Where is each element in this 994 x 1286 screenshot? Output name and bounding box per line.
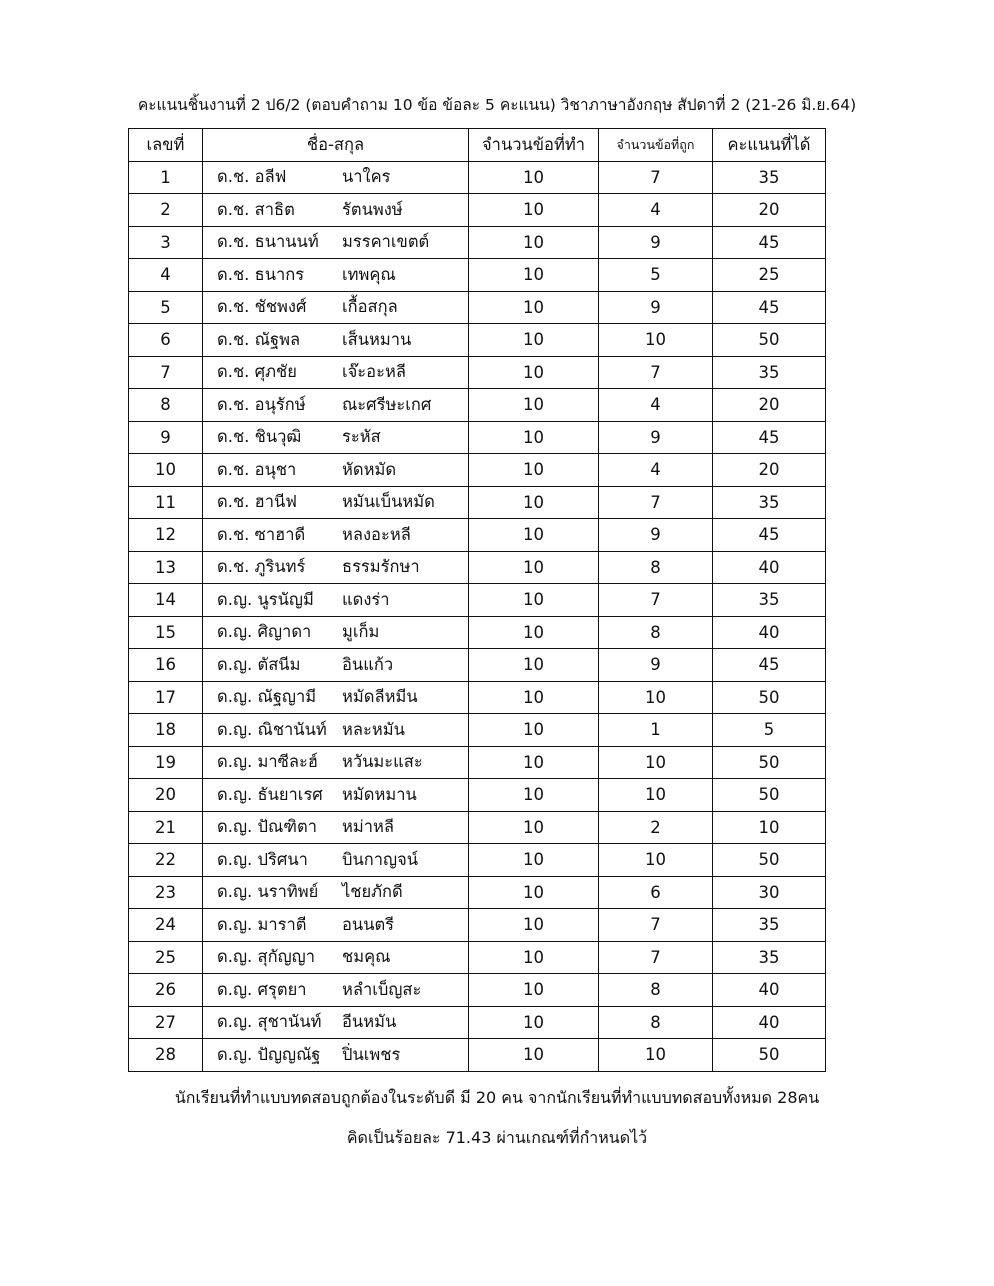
table-row (129, 681, 826, 714)
student-first-name (217, 424, 342, 450)
name-prefix: ด.ญ. (217, 654, 253, 674)
cell-attempted: 10 (469, 681, 599, 714)
student-last-name: นาใคร (342, 167, 391, 187)
first-name: มาราตี (257, 914, 307, 934)
cell-score: 35 (713, 486, 826, 519)
cell-name (203, 941, 469, 974)
student-first-name (217, 912, 342, 938)
student-last-name: หละหมัน (342, 719, 405, 739)
cell-no: 22 (129, 844, 203, 877)
cell-name (203, 519, 469, 552)
cell-attempted: 10 (469, 1039, 599, 1072)
name-prefix: ด.ช. (217, 459, 250, 479)
student-last-name: ไชยภักดี (342, 882, 403, 902)
first-name: ธันยาเรศ (257, 784, 323, 804)
cell-no: 24 (129, 909, 203, 942)
student-first-name (217, 262, 342, 288)
cell-name (203, 486, 469, 519)
cell-correct: 9 (599, 519, 713, 552)
cell-name (203, 681, 469, 714)
cell-correct: 7 (599, 356, 713, 389)
name-prefix: ด.ญ. (217, 914, 253, 934)
cell-no: 3 (129, 226, 203, 259)
student-first-name (217, 619, 342, 645)
name-prefix: ด.ญ. (217, 1012, 253, 1032)
cell-name (203, 551, 469, 584)
student-first-name (217, 197, 342, 223)
cell-attempted: 10 (469, 291, 599, 324)
name-prefix: ด.ญ. (217, 817, 253, 837)
name-prefix: ด.ญ. (217, 979, 253, 999)
cell-name (203, 356, 469, 389)
cell-name (203, 259, 469, 292)
cell-no: 5 (129, 291, 203, 324)
cell-attempted: 10 (469, 811, 599, 844)
first-name: นราทิพย์ (257, 882, 319, 902)
table-row (129, 486, 826, 519)
table-row (129, 291, 826, 324)
cell-score: 50 (713, 844, 826, 877)
name-prefix: ด.ญ. (217, 947, 253, 967)
first-name: ภูรินทร์ (254, 557, 306, 577)
cell-score: 50 (713, 681, 826, 714)
cell-correct: 4 (599, 454, 713, 487)
table-row (129, 1006, 826, 1039)
first-name: ธนากร (254, 264, 305, 284)
cell-no: 28 (129, 1039, 203, 1072)
name-prefix: ด.ช. (217, 329, 250, 349)
cell-correct: 10 (599, 681, 713, 714)
first-name: ณัฐพล (254, 329, 301, 349)
name-prefix: ด.ช. (217, 362, 250, 382)
student-last-name: ชมคุณ (342, 947, 391, 967)
table-row (129, 551, 826, 584)
header-correct: จำนวนข้อที่ถูก (599, 129, 713, 162)
cell-attempted: 10 (469, 389, 599, 422)
table-row (129, 714, 826, 747)
table-row (129, 259, 826, 292)
cell-correct: 7 (599, 584, 713, 617)
student-last-name: ธรรมรักษา (342, 557, 420, 577)
cell-attempted: 10 (469, 259, 599, 292)
table-row (129, 974, 826, 1007)
cell-score: 25 (713, 259, 826, 292)
cell-correct: 5 (599, 259, 713, 292)
table-row (129, 811, 826, 844)
student-last-name: อีนหมัน (342, 1012, 397, 1032)
cell-attempted: 10 (469, 746, 599, 779)
table-row (129, 421, 826, 454)
cell-correct: 8 (599, 616, 713, 649)
name-prefix: ด.ญ. (217, 687, 253, 707)
cell-score: 50 (713, 1039, 826, 1072)
first-name: ณิชานันท์ (257, 719, 327, 739)
student-first-name (217, 879, 342, 905)
student-first-name (217, 489, 342, 515)
cell-no: 23 (129, 876, 203, 909)
first-name: สาธิต (254, 199, 295, 219)
cell-no: 19 (129, 746, 203, 779)
name-prefix: ด.ช. (217, 297, 250, 317)
student-first-name (217, 847, 342, 873)
student-first-name (217, 229, 342, 255)
cell-score: 40 (713, 616, 826, 649)
cell-score: 45 (713, 649, 826, 682)
cell-correct: 8 (599, 551, 713, 584)
table-row (129, 389, 826, 422)
table-row (129, 909, 826, 942)
cell-score: 20 (713, 389, 826, 422)
student-last-name: หมัดหมาน (342, 784, 417, 804)
cell-correct: 9 (599, 291, 713, 324)
cell-no: 26 (129, 974, 203, 1007)
student-last-name: ระหัส (342, 427, 381, 447)
student-first-name (217, 164, 342, 190)
cell-no: 6 (129, 324, 203, 357)
cell-attempted: 10 (469, 551, 599, 584)
cell-name (203, 161, 469, 194)
cell-no: 13 (129, 551, 203, 584)
cell-attempted: 10 (469, 844, 599, 877)
cell-attempted: 10 (469, 779, 599, 812)
cell-name (203, 811, 469, 844)
student-first-name (217, 749, 342, 775)
cell-correct: 7 (599, 161, 713, 194)
cell-name (203, 1039, 469, 1072)
header-name: ชื่อ-สกุล (203, 129, 469, 162)
cell-score: 10 (713, 811, 826, 844)
student-first-name (217, 1009, 342, 1035)
cell-correct: 6 (599, 876, 713, 909)
name-prefix: ด.ช. (217, 232, 250, 252)
cell-no: 1 (129, 161, 203, 194)
cell-correct: 8 (599, 1006, 713, 1039)
cell-correct: 7 (599, 486, 713, 519)
cell-no: 10 (129, 454, 203, 487)
cell-no: 18 (129, 714, 203, 747)
cell-name (203, 876, 469, 909)
student-first-name (217, 457, 342, 483)
cell-score: 30 (713, 876, 826, 909)
first-name: อลีฟ (254, 167, 287, 187)
name-prefix: ด.ช. (217, 264, 250, 284)
student-first-name (217, 359, 342, 385)
student-first-name (217, 1042, 342, 1068)
name-prefix: ด.ญ. (217, 752, 253, 772)
first-name: นูรนัญมี (257, 589, 314, 609)
cell-name (203, 779, 469, 812)
cell-correct: 9 (599, 421, 713, 454)
cell-no: 15 (129, 616, 203, 649)
cell-name (203, 714, 469, 747)
cell-score: 20 (713, 454, 826, 487)
student-first-name (217, 587, 342, 613)
first-name: อนุรักษ์ (254, 394, 306, 414)
cell-score: 35 (713, 584, 826, 617)
table-row (129, 324, 826, 357)
cell-score: 40 (713, 551, 826, 584)
cell-attempted: 10 (469, 421, 599, 454)
cell-score: 50 (713, 746, 826, 779)
cell-name (203, 649, 469, 682)
cell-attempted: 10 (469, 974, 599, 1007)
cell-attempted: 10 (469, 519, 599, 552)
cell-name (203, 226, 469, 259)
table-row (129, 454, 826, 487)
cell-name (203, 844, 469, 877)
student-last-name: แดงร่า (342, 589, 390, 609)
first-name: ฮานีฟ (254, 492, 297, 512)
cell-correct: 9 (599, 649, 713, 682)
name-prefix: ด.ญ. (217, 1044, 253, 1064)
cell-correct: 7 (599, 941, 713, 974)
header-no: เลขที่ (129, 129, 203, 162)
summary-line-2: คิดเป็นร้อยละ 71.43 ผ่านเกณฑ์ที่กำหนดไว้ (346, 1128, 648, 1147)
cell-attempted: 10 (469, 226, 599, 259)
cell-score: 35 (713, 941, 826, 974)
cell-correct: 2 (599, 811, 713, 844)
table-row (129, 746, 826, 779)
cell-attempted: 10 (469, 324, 599, 357)
cell-correct: 10 (599, 779, 713, 812)
table-row (129, 1039, 826, 1072)
student-first-name (217, 554, 342, 580)
table-row (129, 161, 826, 194)
cell-name (203, 1006, 469, 1039)
summary-line-1: นักเรียนที่ทำแบบทดสอบถูกต้องในระดับดี มี 20 คน จากนักเรียนที่ทำแบบทดสอบทั้งหมด 28คน (174, 1088, 820, 1107)
table-row (129, 584, 826, 617)
student-last-name: หม่าหลี (342, 817, 395, 837)
cell-attempted: 10 (469, 356, 599, 389)
first-name: ศุภชัย (254, 362, 297, 382)
first-name: ณัฐญามี (257, 687, 317, 707)
cell-name (203, 584, 469, 617)
name-prefix: ด.ญ. (217, 719, 253, 739)
first-name: ปัณฑิตา (257, 817, 317, 837)
name-prefix: ด.ญ. (217, 589, 253, 609)
first-name: ซาฮาดี (254, 524, 306, 544)
cell-attempted: 10 (469, 649, 599, 682)
cell-score: 35 (713, 161, 826, 194)
cell-no: 25 (129, 941, 203, 974)
cell-name (203, 194, 469, 227)
table-row (129, 616, 826, 649)
cell-no: 20 (129, 779, 203, 812)
first-name: ชินวุฒิ (254, 427, 302, 447)
first-name: ธนานนท์ (254, 232, 319, 252)
name-prefix: ด.ญ. (217, 622, 253, 642)
cell-attempted: 10 (469, 161, 599, 194)
name-prefix: ด.ช. (217, 524, 250, 544)
cell-name (203, 454, 469, 487)
student-first-name (217, 327, 342, 353)
student-first-name (217, 294, 342, 320)
cell-name (203, 324, 469, 357)
first-name: ตัสนีม (257, 654, 301, 674)
cell-attempted: 10 (469, 941, 599, 974)
header-attempted: จำนวนข้อที่ทำ (469, 129, 599, 162)
cell-no: 11 (129, 486, 203, 519)
cell-score: 40 (713, 1006, 826, 1039)
table-row (129, 519, 826, 552)
student-last-name: หวันมะแสะ (342, 752, 423, 772)
cell-score: 5 (713, 714, 826, 747)
cell-attempted: 10 (469, 714, 599, 747)
student-first-name (217, 977, 342, 1003)
first-name: ปริศนา (257, 849, 308, 869)
table-row (129, 194, 826, 227)
cell-attempted: 10 (469, 876, 599, 909)
cell-correct: 10 (599, 844, 713, 877)
cell-no: 9 (129, 421, 203, 454)
cell-no: 2 (129, 194, 203, 227)
cell-name (203, 389, 469, 422)
student-last-name: มูเก็ม (342, 622, 380, 642)
student-first-name (217, 717, 342, 743)
student-last-name: เส็นหมาน (342, 329, 412, 349)
cell-name (203, 909, 469, 942)
table-row (129, 649, 826, 682)
name-prefix: ด.ช. (217, 199, 250, 219)
cell-no: 17 (129, 681, 203, 714)
cell-name (203, 746, 469, 779)
cell-score: 45 (713, 421, 826, 454)
name-prefix: ด.ช. (217, 557, 250, 577)
page-title: คะแนนชิ้นงานที่ 2 ป6/2 (ตอบคำถาม 10 ข้อ ข้อละ 5 คะแนน) วิชาภาษาอังกฤษ สัปดาที่ 2 (21-26 มิ.ย.64) (137, 96, 857, 114)
name-prefix: ด.ญ. (217, 849, 253, 869)
cell-no: 21 (129, 811, 203, 844)
table-header-row (129, 129, 826, 162)
cell-correct: 8 (599, 974, 713, 1007)
name-prefix: ด.ญ. (217, 784, 253, 804)
cell-score: 20 (713, 194, 826, 227)
cell-no: 12 (129, 519, 203, 552)
student-first-name (217, 392, 342, 418)
table-row (129, 779, 826, 812)
table-row (129, 876, 826, 909)
name-prefix: ด.ช. (217, 394, 250, 414)
header-score: คะแนนที่ได้ (713, 129, 826, 162)
cell-correct: 4 (599, 389, 713, 422)
score-table (128, 128, 826, 1072)
cell-no: 7 (129, 356, 203, 389)
student-last-name: อินแก้ว (342, 654, 394, 674)
name-prefix: ด.ช. (217, 167, 250, 187)
name-prefix: ด.ญ. (217, 882, 253, 902)
cell-attempted: 10 (469, 454, 599, 487)
cell-correct: 9 (599, 226, 713, 259)
first-name: ศิญาดา (257, 622, 312, 642)
student-last-name: ณะศรีษะเกศ (342, 394, 432, 414)
cell-correct: 10 (599, 324, 713, 357)
cell-name (203, 974, 469, 1007)
cell-score: 45 (713, 226, 826, 259)
first-name: ศรุตยา (257, 979, 307, 999)
table-row (129, 356, 826, 389)
student-first-name (217, 944, 342, 970)
cell-correct: 1 (599, 714, 713, 747)
student-last-name: ปิ่นเพชร (342, 1044, 401, 1064)
student-first-name (217, 782, 342, 808)
student-last-name: บินกาญจน์ (342, 849, 419, 869)
name-prefix: ด.ช. (217, 492, 250, 512)
student-last-name: หัดหมัด (342, 459, 397, 479)
first-name: ปัญญณัฐ (257, 1044, 321, 1064)
cell-score: 45 (713, 291, 826, 324)
cell-score: 35 (713, 909, 826, 942)
first-name: สุชานันท์ (257, 1012, 322, 1032)
student-first-name (217, 522, 342, 548)
student-first-name (217, 814, 342, 840)
name-prefix: ด.ช. (217, 427, 250, 447)
cell-attempted: 10 (469, 1006, 599, 1039)
table-row (129, 941, 826, 974)
first-name: อนุชา (254, 459, 297, 479)
cell-no: 16 (129, 649, 203, 682)
cell-attempted: 10 (469, 584, 599, 617)
student-last-name: หลงอะหลี (342, 524, 411, 544)
cell-attempted: 10 (469, 909, 599, 942)
student-last-name: รัตนพงษ์ (342, 199, 403, 219)
student-last-name: หมันเบ็นหมัด (342, 492, 435, 512)
cell-attempted: 10 (469, 616, 599, 649)
cell-no: 14 (129, 584, 203, 617)
student-last-name: อนนตรี (342, 914, 395, 934)
cell-no: 8 (129, 389, 203, 422)
student-last-name: มรรคาเขตต์ (342, 232, 430, 252)
student-last-name: หลำเบ็ญสะ (342, 979, 422, 999)
cell-score: 45 (713, 519, 826, 552)
cell-score: 50 (713, 779, 826, 812)
student-last-name: เทพคุณ (342, 264, 396, 284)
student-last-name: หมัดลีหมีน (342, 687, 418, 707)
cell-no: 27 (129, 1006, 203, 1039)
cell-score: 50 (713, 324, 826, 357)
cell-score: 35 (713, 356, 826, 389)
cell-correct: 4 (599, 194, 713, 227)
first-name: ชัชพงศ์ (254, 297, 307, 317)
student-first-name (217, 652, 342, 678)
cell-score: 40 (713, 974, 826, 1007)
first-name: สุกัญญา (257, 947, 315, 967)
cell-correct: 10 (599, 746, 713, 779)
cell-correct: 7 (599, 909, 713, 942)
student-first-name (217, 684, 342, 710)
student-last-name: เกื้อสกุล (342, 297, 398, 317)
student-last-name: เจ๊ะอะหลี (342, 362, 406, 382)
cell-correct: 10 (599, 1039, 713, 1072)
cell-name (203, 616, 469, 649)
cell-name (203, 291, 469, 324)
cell-attempted: 10 (469, 194, 599, 227)
cell-no: 4 (129, 259, 203, 292)
cell-name (203, 421, 469, 454)
cell-attempted: 10 (469, 486, 599, 519)
table-row (129, 844, 826, 877)
first-name: มาซีละฮ์ (257, 752, 318, 772)
table-row (129, 226, 826, 259)
